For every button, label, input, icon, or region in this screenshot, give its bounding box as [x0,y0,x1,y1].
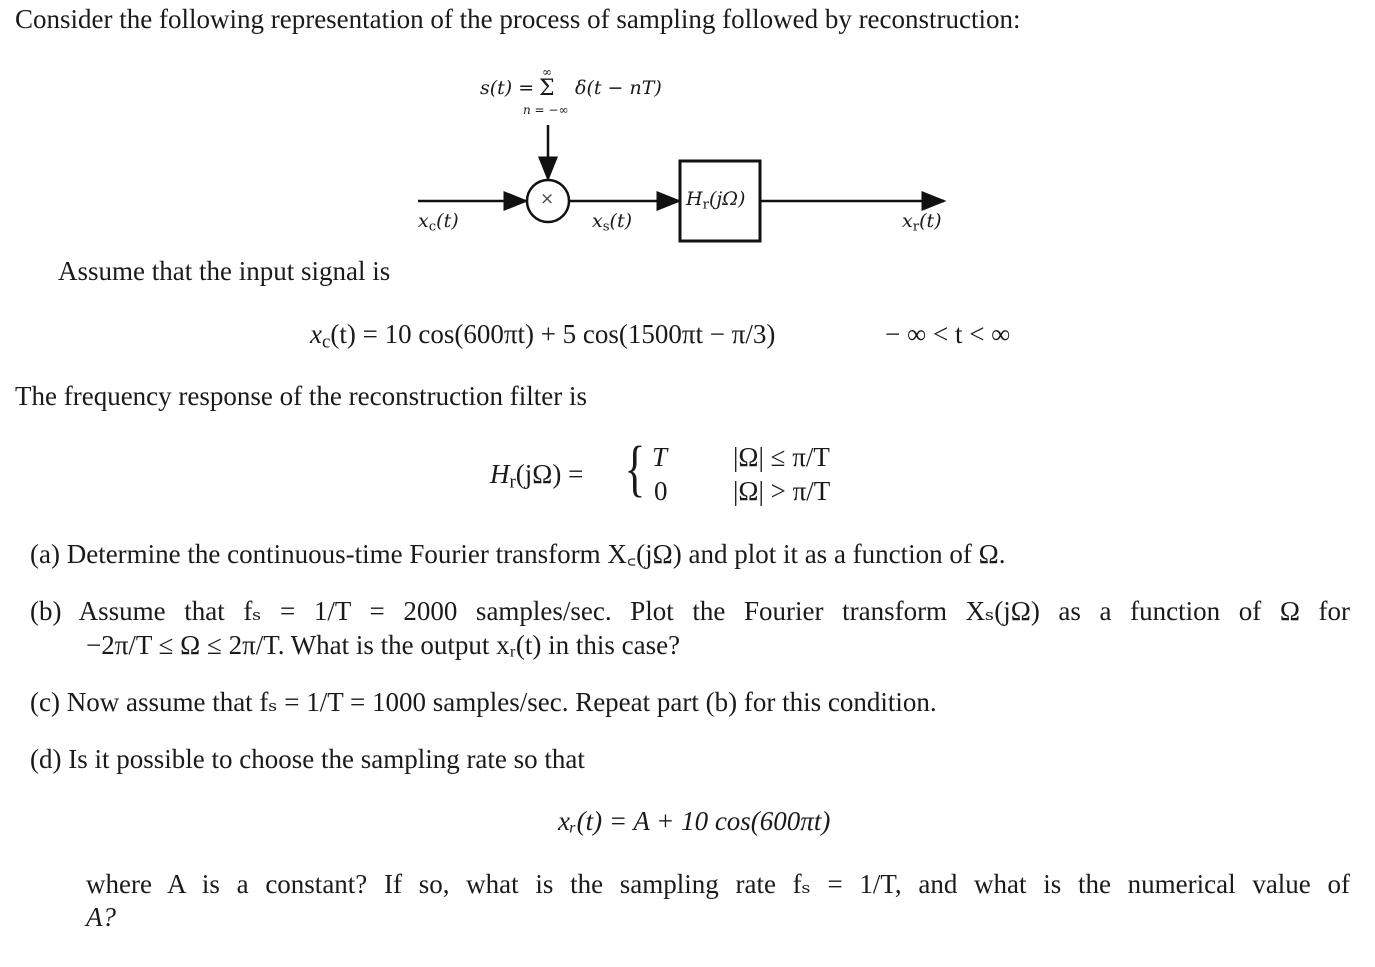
xc: x [418,210,429,232]
filter-sub: r [702,197,709,213]
xr-sub: r [912,219,920,235]
eq2-arg: (jΩ) = [515,459,584,489]
where-line1: where A is a constant? If so, what is the sampling rate fₛ = 1/T, and what is the numerical value of [86,869,1350,899]
xr: x [902,210,913,232]
intro-text: Consider the following representation of the process of sampling followed by reconstruction: [15,4,1021,34]
part-b-line2: −2π/T ≤ Ω ≤ 2π/T. What is the output xᵣ(t) in this case? [86,630,681,660]
case1-value: T [652,442,668,472]
multiply-symbol: × [540,189,555,209]
s-rhs: δ(t − nT) [575,77,662,99]
eq2-sub: r [509,471,516,493]
xc-arg: (t) [436,210,459,232]
part-b-line1: (b) Assume that fₛ = 1/T = 2000 samples/sec. Plot the Fourier transform Xₛ(jΩ) as a function of Ω for [30,596,1350,626]
xs: x [592,210,603,232]
xr-arg: (t) [919,210,942,232]
filter-h: H [686,188,703,210]
eq2-lhs: H [490,459,510,489]
case2-condition: |Ω| > π/T [733,476,831,506]
part-a: (a) Determine the continuous-time Fourier transform X꜀(jΩ) and plot it as a function of Ω. [30,539,1006,569]
eq1-arg: (t) [330,319,356,349]
xs-label [592,210,633,235]
part-d: (d) Is it possible to choose the sampling rate so that [30,744,585,774]
sampling-function-label [480,79,534,98]
xc-label [418,210,459,235]
eq1-rhs: = 10 cos(600πt) + 5 cos(1500πt − π/3) [355,319,776,349]
xc-sub: c [428,219,437,235]
where-line2: A? [86,902,116,932]
sum-upper: ∞ [542,65,552,79]
assume-text: Assume that the input signal is [58,256,391,286]
input-equation [310,319,776,353]
s-lhs: s(t) = [480,77,535,99]
xs-sub: s [602,219,610,235]
part-c: (c) Now assume that fₛ = 1/T = 1000 samples/sec. Repeat part (b) for this condition. [30,687,937,717]
time-range: − ∞ < t < ∞ [885,319,1011,349]
sum-lower: n = −∞ [523,103,569,117]
filter-arg: (jΩ) [708,188,746,210]
eq2-lhs-group [490,459,584,493]
case1-condition: |Ω| ≤ π/T [733,442,830,472]
eq1-lhs: x [310,319,322,349]
diagram-lines [0,0,1375,260]
brace: { [624,435,646,503]
sigma-symbol: Σ [539,76,555,101]
xs-arg: (t) [609,210,633,232]
case2-value: 0 [654,476,668,506]
filter-label [686,188,746,213]
eq1-sub: c [321,331,331,353]
freq-response-text: The frequency response of the reconstruction filter is [15,381,588,411]
output-equation: xᵣ(t) = A + 10 cos(600πt) [558,806,831,836]
xr-label [902,210,942,235]
